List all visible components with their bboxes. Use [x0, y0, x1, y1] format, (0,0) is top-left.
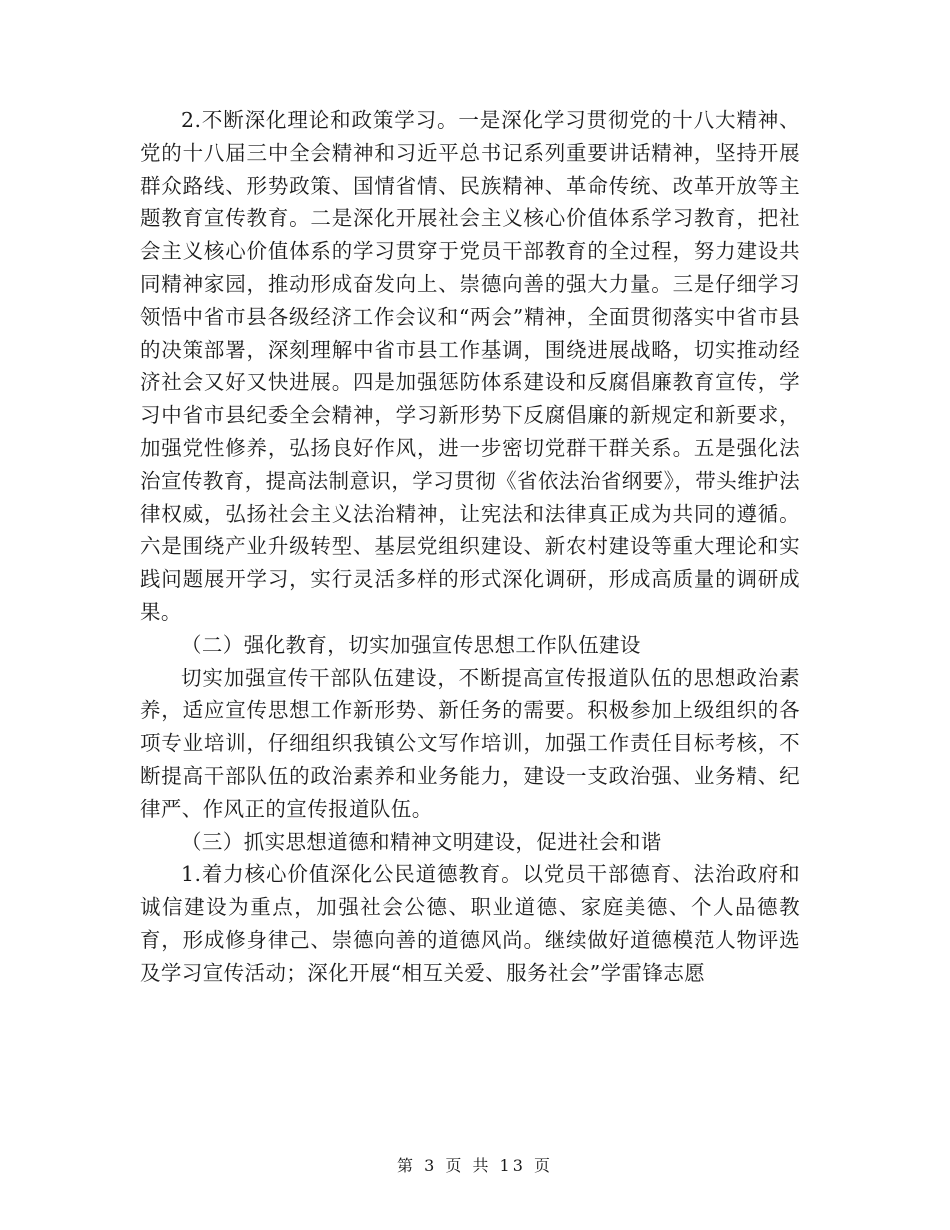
section-heading-2: （二）强化教育，切实加强宣传思想工作队伍建设 — [181, 632, 641, 657]
document-body — [140, 104, 800, 990]
section-heading-3: （三）抓实思想道德和精神文明建设，促进社会和谐 — [181, 829, 662, 854]
page-number-footer: 第 3 页 共 13 页 — [397, 1156, 553, 1175]
paragraph-team-building: 切实加强宣传干部队伍建设，不断提高宣传报道队伍的思想政治素养，适应宣传思想工作新形势、新任务的需要。积极参加上级组织的各项专业培训，仔细组织我镇公文写作培训，加强工作责任目标考核，不断提高干部队伍的政治素养和业务能力，建设一支政治强、业务精、纪律严、作风正的宣传报道队伍。 — [140, 665, 800, 821]
paragraph-theory-study: 2.不断深化理论和政策学习。一是深化学习贯彻党的十八大精神、党的十八届三中全会精神和习近平总书记系列重要讲话精神，坚持开展群众路线、形势政策、国情省情、民族精神、革命传统、改革开放等主题教育宣传教育。二是深化开展社会主义核心价值体系学习教育，把社会主义核心价值体系的学习贯穿于党员干部教育的全过程，努力建设共同精神家园，推动形成奋发向上、崇德向善的强大力量。三是仔细学习领悟中省市县各级经济工作会议和“两会”精神，全面贯彻落实中省市县的决策部署，深刻理解中省市县工作基调，围绕进展战略，切实推动经济社会又好又快进展。四是加强惩防体系建设和反腐倡廉教育宣传，学习中省市县纪委全会精神，学习新形势下反腐倡廉的新规定和新要求，加强党性修养，弘扬良好作风，进一步密切党群干群关系。五是强化法治宣传教育，提高法制意识，学习贯彻《省依法治省纲要》，带头维护法律权威，弘扬社会主义法治精神，让宪法和法律真正成为共同的遵循。六是围绕产业升级转型、基层党组织建设、新农村建设等重大理论和实践问题展开学习，实行灵活多样的形式深化调研，形成高质量的调研成果。 — [140, 108, 800, 624]
paragraph-moral-education: 1.着力核心价值深化公民道德教育。以党员干部德育、法治政府和诚信建设为重点，加强社会公德、职业道德、家庭美德、个人品德教育，形成修身律己、崇德向善的道德风尚。继续做好道德模范人物评选及学习宣传活动；深化开展“相互关爱、服务社会”学雷锋志愿 — [140, 862, 800, 985]
